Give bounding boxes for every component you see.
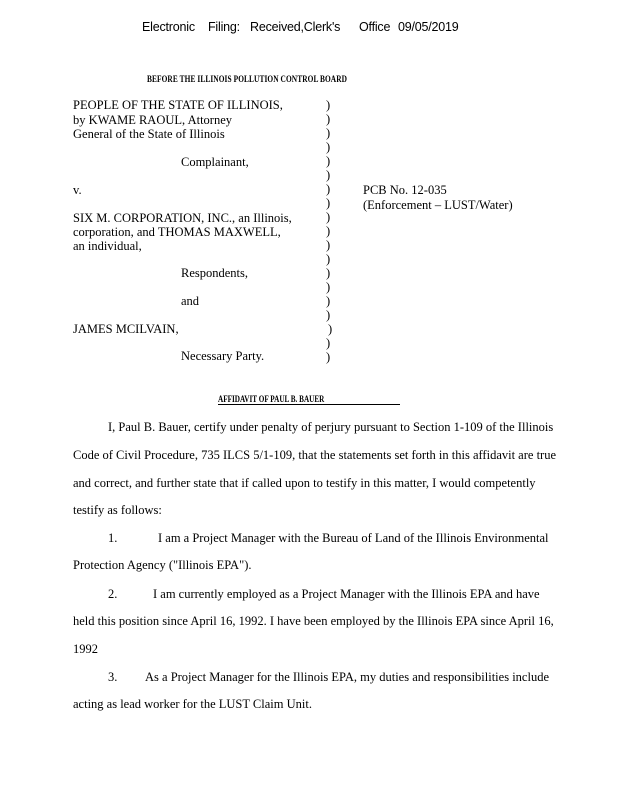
caption-line: General of the State of Illinois bbox=[73, 127, 225, 141]
caption-paren: ) bbox=[326, 252, 331, 266]
body-line: 1992 bbox=[73, 642, 98, 656]
filing-header-office: Office bbox=[359, 20, 391, 34]
affidavit-title: AFFIDAVIT OF PAUL B. BAUER bbox=[218, 394, 325, 404]
caption-line: Respondents, bbox=[181, 266, 249, 280]
caption-paren: ) bbox=[326, 266, 331, 280]
caption-paren: ) bbox=[326, 210, 331, 224]
body-line: As a Project Manager for the Illinois EPA, my duties and responsibilities include bbox=[145, 670, 549, 684]
caption-paren: ) bbox=[326, 196, 331, 210]
caption-line: corporation, and THOMAS MAXWELL, bbox=[73, 225, 281, 239]
caption-paren: ) bbox=[326, 308, 331, 322]
case-type: (Enforcement – LUST/Water) bbox=[363, 198, 513, 212]
filing-header-received: Received,Clerk's bbox=[250, 20, 341, 34]
caption-paren: ) bbox=[326, 224, 331, 238]
body-line: and correct, and further state that if called upon to testify in this matter, I would competently bbox=[73, 476, 536, 490]
caption-paren: ) bbox=[326, 140, 331, 154]
paragraph-number: 2. bbox=[108, 587, 118, 601]
body-line: Protection Agency ("Illinois EPA"). bbox=[73, 558, 252, 572]
caption-paren: ) bbox=[326, 294, 331, 308]
paragraph-number: 1. bbox=[108, 531, 118, 545]
body-line: Code of Civil Procedure, 735 ILCS 5/1-109, that the statements set forth in this affidavit are true bbox=[73, 448, 557, 462]
caption-paren: ) bbox=[326, 168, 331, 182]
filing-header-date: 09/05/2019 bbox=[398, 20, 459, 34]
caption-line: SIX M. CORPORATION, INC., an Illinois, bbox=[73, 211, 292, 225]
title-underline bbox=[218, 404, 400, 405]
case-number: PCB No. 12-035 bbox=[363, 183, 447, 197]
paragraph-number: 3. bbox=[108, 670, 118, 684]
caption-paren: ) bbox=[326, 98, 331, 112]
caption-paren: ) bbox=[326, 182, 331, 196]
caption-paren: ) bbox=[326, 154, 331, 168]
caption-paren: ) bbox=[326, 350, 331, 364]
caption-paren: ) bbox=[326, 126, 331, 140]
board-heading: BEFORE THE ILLINOIS POLLUTION CONTROL BOARD bbox=[147, 74, 348, 84]
caption-line: an individual, bbox=[73, 239, 142, 253]
caption-line: and bbox=[181, 294, 200, 308]
body-line: I, Paul B. Bauer, certify under penalty of perjury pursuant to Section 1-109 of the Illinois bbox=[108, 420, 554, 434]
caption-line: Necessary Party. bbox=[181, 349, 265, 363]
caption-paren: ) bbox=[326, 280, 331, 294]
caption-paren: ) bbox=[326, 112, 331, 126]
body-line: acting as lead worker for the LUST Claim Unit. bbox=[73, 697, 312, 711]
caption-line: by KWAME RAOUL, Attorney bbox=[73, 113, 233, 127]
caption-paren: ) bbox=[328, 322, 333, 336]
body-line: testify as follows: bbox=[73, 503, 162, 517]
caption-line: v. bbox=[73, 183, 82, 197]
body-line: I am currently employed as a Project Manager with the Illinois EPA and have bbox=[153, 587, 540, 601]
body-line: held this position since April 16, 1992. I have been employed by the Illinois EPA since April 16, bbox=[73, 614, 554, 628]
caption-paren: ) bbox=[326, 336, 331, 350]
filing-header-filing: Filing: bbox=[208, 20, 240, 34]
caption-line: Complainant, bbox=[181, 155, 249, 169]
caption-line: PEOPLE OF THE STATE OF ILLINOIS, bbox=[73, 98, 283, 112]
caption-paren: ) bbox=[326, 238, 331, 252]
filing-header-electronic: Electronic bbox=[142, 20, 195, 34]
caption-line: JAMES MCILVAIN, bbox=[73, 322, 179, 336]
body-line: I am a Project Manager with the Bureau of Land of the Illinois Environmental bbox=[158, 531, 549, 545]
